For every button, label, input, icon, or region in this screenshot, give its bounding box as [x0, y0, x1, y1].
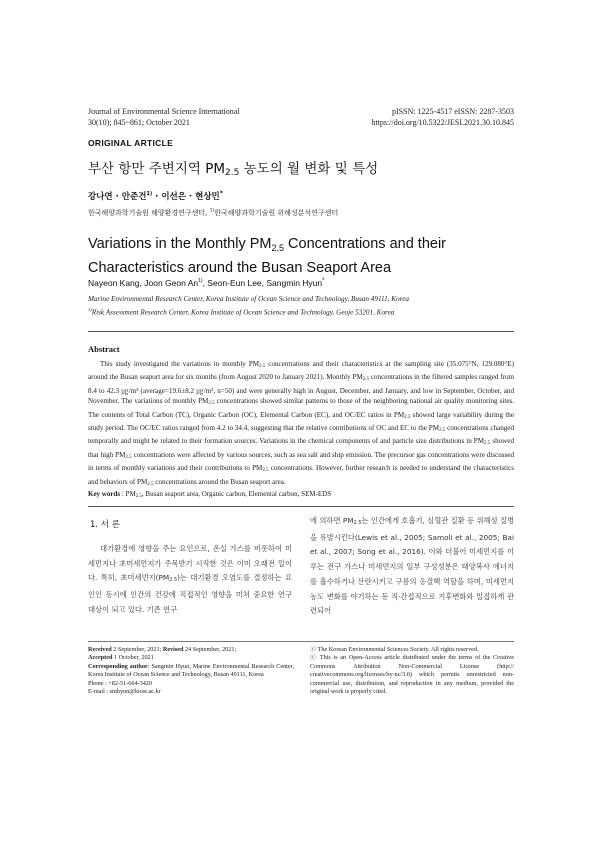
title-ko-sub: 2.5 [225, 168, 240, 178]
title-english [88, 234, 528, 278]
intro-right-paragraph: 에 의하면 PM2.5는 인간에게 호흡기, 심혈관 질환 등 위해성 질병을 유발시킨다(Lewis et al., 2005; Samoli et al., 2005; Bai et al., 2007; Song et al., 2016). 이와 더불어 미세먼지를 이루는 전구 가스나 미세먼지의 일부 구성성분은 태양복사 에너지를 흡수하거나 산란시키고 구름의 응결핵 역할을 하며, 미세먼지 농도 변화를 야기하는 등 직·간접적으로 기후변화와 밀접하게 관련되어 [310, 516, 515, 616]
abstract-paragraph: This study investigated the variations in monthly PM2.5 concentrations and their characteristics at the sampling site (35.075°N, 129.080°E) around the Busan seaport area for six months (from August 2020 to January 2021). Monthly PM2.5 concentrations in the filtered samples ranged from 8.4 to 42.3 ㎍/m³ (average=19.6±8.2 ㎍/m³, n=50) and were generally high in August, December, and January, and low in September, October, and November. The variations of monthly PM2.5 concentrations showed similar patterns to those of the neighboring national air quality monitoring sites. The contents of Total Carbon (TC), Organic Carbon (OC), Elemental Carbon (EC), and OC/EC ratios in PM2.5 showed large variability during the study period. The OC/EC ratios ranged from 4.2 to 34.4, suggesting that the relative contributions of OC and EC to the PM2.5 concentrations changed temporally and might be related to their formation sources. Variations in the chemical components of and particle size distributions in PM2.5 showed that high PM2.5 concentrations were affected by various sources, such as sea salt and ship emission. The precursor gas concentrations were discussed in terms of monthly variations and their contributions to PM2.5 concentrations. However, further research is needed to understand the characteristics and behaviors of PM2.5 concentrations around the Busan seaport area. [88, 360, 515, 487]
author-en-group-1: Nayeon Kang, Joon Geon An [88, 278, 199, 288]
journal-name: Journal of Environmental Science International [88, 107, 240, 116]
copyright-line: ⓒ The Korean Environmental Sciences Society. All rights reserved. [310, 646, 479, 653]
author-ko-sup-1: 1) [146, 191, 153, 198]
authors-korean [88, 190, 223, 202]
abstract-body [88, 359, 514, 490]
keywords-line: Key words : PM2.5, Busan seaport area, Organic carbon, Elemental carbon, SEM-EDS [88, 490, 332, 499]
divider-keywords [88, 506, 514, 507]
author-ko-group-2: · 이선은 · 현상민 [152, 192, 220, 202]
title-ko-after: 농도의 월 변화 및 특성 [239, 161, 379, 177]
corresponding-mark: * [219, 190, 223, 198]
divider-top [88, 331, 514, 332]
title-ko-before: 부산 항만 주변지역 PM [88, 161, 225, 177]
intro-heading: 1. 서 론 [90, 520, 120, 530]
author-ko-group-1: 강나연 · 안준건 [88, 192, 147, 202]
authors-english [88, 278, 324, 288]
intro-left-column [88, 542, 292, 618]
keywords-list: , Busan seaport area, Organic carbon, Elemental carbon, SEM-EDS [141, 490, 332, 498]
affiliation-ko-second: 한국해양과학기술원 위해성분석연구센터 [214, 209, 339, 217]
affiliation-ko-main: 한국해양과학기술원 해양환경연구센터, [88, 209, 210, 217]
title-korean [88, 157, 378, 178]
doi-link[interactable]: https://doi.org/10.5322/JESI.2021.30.10.845 [371, 118, 514, 127]
affiliation-english-2 [88, 307, 394, 316]
affiliation-en-sup: 1) [88, 307, 92, 312]
issn: pISSN: 1225-4517 eISSN: 2287-3503 [391, 107, 514, 116]
corresponding-author: Corresponding author: Sangmin Hyun, Marine Environmental Research Center, Korea Institute of Ocean Science and Technology, Busan 49111, Korea [88, 662, 294, 679]
affiliation-english-1: Marine Environmental Research Center, Korea Institute of Ocean Science and Technology, Busan 49111, Korea [88, 295, 409, 303]
affiliation-en-2-text: Risk Assessment Research Center, Korea Institute of Ocean Science and Technology, Geoje 53201, Korea [91, 308, 395, 317]
article-type-label: ORIGINAL ARTICLE [88, 138, 174, 148]
footnote-right [310, 646, 514, 696]
phone: Phone : +82-51-664-3420 [88, 679, 152, 687]
affiliation-korean [88, 208, 338, 218]
license-text: ⓒ This is an Open-Access article distributed under the terms of the Creative Commons Attribution Non-Commercial License (http:// creativecommons.org/licenses/by-nc/3.0) which permits unrestricted non-commercial use, distribution, and reproduction in any medium, provided the original work is properly cited. [310, 654, 514, 696]
title-en-sub: 2.5 [271, 243, 284, 253]
affiliation-ko-sup: 1) [209, 208, 215, 214]
intro-right-column [310, 514, 514, 619]
author-en-group-2: , Seon-Eun Lee, Sangmin Hyun [202, 278, 323, 288]
journal-volume: 30(10); 845~861; October 2021 [88, 118, 190, 127]
intro-left-paragraph: 대기환경에 영향을 주는 요인으로, 온실 가스를 비롯하여 미세먼지나 초미세먼지가 주목받기 시작한 것은 이미 오래전 일이다. 특히, 초미세먼지(PM2.5)는 대기환경 오염도를 결정하는 요인인 동시에 인간의 건강에 직접적인 영향을 미쳐 중요한 연구 대상이 되고 있다. 기존 연구 [88, 544, 292, 614]
email[interactable]: E-mail : smhyun@kiost.ac.kr [88, 688, 161, 696]
running-header-right [274, 106, 514, 128]
abstract-heading: Abstract [88, 344, 120, 354]
keywords-label: Key words [88, 490, 121, 498]
running-header-left [88, 106, 288, 128]
author-en-sup-1: 1) [198, 278, 203, 285]
footnote-left [88, 646, 294, 696]
dates-line: Received 2 September, 2021; Revised 24 September, 2021; [88, 646, 237, 653]
divider-footnotes [88, 641, 514, 642]
title-en-before: Variations in the Monthly PM [88, 236, 272, 252]
accepted-line: Accepted 1 October, 2021 [88, 654, 154, 662]
corresponding-mark-en: * [322, 278, 325, 285]
title-en-after: Concentrations and their Characteristics around the Busan Seaport Area [88, 236, 447, 276]
